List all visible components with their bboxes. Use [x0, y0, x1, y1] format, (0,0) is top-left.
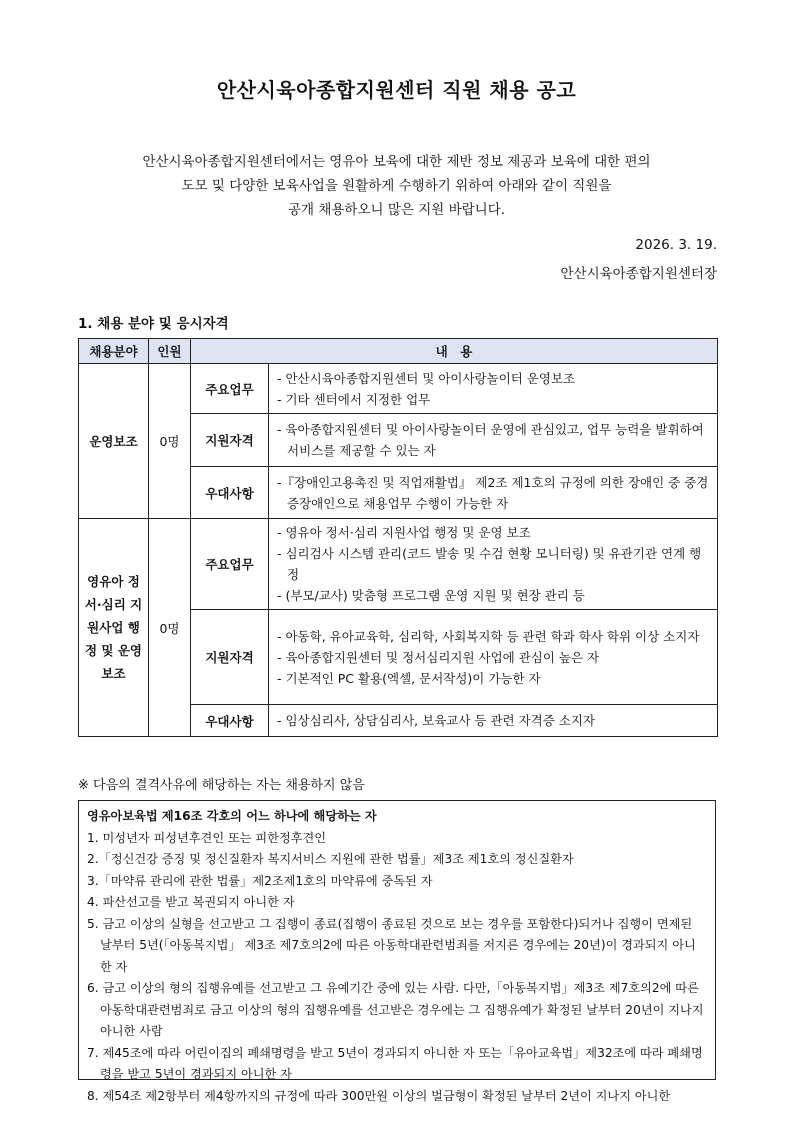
count-cell: 0명 [149, 364, 191, 519]
disqualification-heading: 영유아보육법 제16조 각호의 어느 하나에 해당하는 자 [87, 809, 377, 823]
item-label: 지원자격 [191, 610, 269, 705]
detail-line: -『장애인고용촉진 및 직업재활법』 제2조 제1호의 규정에 의한 장애인 중 중경증장애인으로 채용업무 수행이 가능한 자 [277, 474, 709, 511]
recruitment-table [78, 338, 718, 737]
detail-line: - 심리검사 시스템 관리(코드 발송 및 수검 현황 모니터링) 및 유관기관 연계 행정 [277, 546, 702, 582]
item-detail [269, 705, 718, 737]
item-detail [269, 364, 718, 414]
page-title: 안산시육아종합지원센터 직원 채용 공고 [216, 78, 577, 102]
item-label: 우대사항 [191, 705, 269, 737]
disqualification-item: 7. 제45조에 따라 어린이집의 폐쇄명령을 받고 5년이 경과되지 아니한 자 또는「유아교육법」제32조에 따라 폐쇄명령을 받고 5년이 경과되지 아니한 자 [87, 1045, 703, 1081]
section-heading: 1. 채용 분야 및 응시자격 [78, 316, 229, 332]
detail-line: - 육아종합지원센터 및 아이사랑놀이터 운영에 관심있고, 업무 능력을 발휘하여 서비스를 제공할 수 있는 자 [277, 422, 704, 458]
disqualification-item: 8. 제54조 제2항부터 제4항까지의 규정에 따라 300만원 이상의 벌금형이 확정된 날부터 2년이 지나지 아니한 [87, 1088, 671, 1103]
detail-line: - 아동학, 유아교육학, 심리학, 사회복지학 등 관련 학과 학사 학위 이상 소지자 [277, 628, 700, 644]
intro-paragraph [60, 150, 733, 222]
item-detail [269, 467, 718, 519]
announcement-date: 2026. 3. 19. [635, 237, 717, 253]
item-detail [269, 519, 718, 610]
item-label: 지원자격 [191, 414, 269, 467]
table-row [79, 519, 718, 610]
issuer: 안산시육아종합지원센터장 [560, 266, 717, 282]
detail-line: - (부모/교사) 맞춤형 프로그램 운영 지원 및 현장 관리 등 [277, 588, 585, 603]
disqualification-item: 4. 파산선고를 받고 복권되지 아니한 자 [87, 895, 295, 909]
detail-line: - 기타 센터에서 지정한 업무 [277, 391, 431, 407]
field-cell: 운영보조 [79, 364, 149, 519]
disqualification-item: 5. 금고 이상의 실형을 선고받고 그 집행이 종료(집행이 종료된 것으로 보는 경우를 포함한다)되거나 집행이 면제된 날부터 5년(「아동복지법」 제3조 제7호의2에 따른 아동학대관련범죄를 저지른 경우에는 20년)이 경과되지 아니한 자 [87, 916, 696, 974]
disqualification-item: 3.「마약류 관리에 관한 법률」제2조제1호의 마약류에 중독된 자 [87, 873, 433, 888]
disqualification-note: ※ 다음의 결격사유에 해당하는 자는 채용하지 않음 [78, 778, 365, 793]
count-cell: 0명 [149, 519, 191, 737]
item-detail [269, 610, 718, 705]
item-label: 우대사항 [191, 467, 269, 519]
disqualification-item: 1. 미성년자 피성년후견인 또는 피한정후견인 [87, 830, 327, 845]
detail-line: - 육아종합지원센터 및 정서심리지원 사업에 관심이 높은 자 [277, 649, 600, 665]
detail-line: - 기본적인 PC 활용(엑셀, 문서작성)이 가능한 자 [277, 670, 541, 686]
intro-line: 도모 및 다양한 보육사업을 원활하게 수행하기 위하여 아래와 같이 직원을 [181, 178, 612, 194]
header-field: 채용분야 [79, 339, 149, 364]
disqualification-item: 2.「정신건강 증징 및 정신질환자 복지서비스 지원에 관한 법률」제3조 제1호의 정신질환자 [87, 852, 574, 866]
item-label: 주요업무 [191, 519, 269, 610]
header-count: 인원 [149, 339, 191, 364]
field-cell: 영유아 정서·심리 지원사업 행정 및 운영 보조 [79, 519, 149, 737]
item-label: 주요업무 [191, 364, 269, 414]
item-detail [269, 414, 718, 467]
intro-line: 안산시육아종합지원센터에서는 영유아 보육에 대한 제반 정보 제공과 보육에 대한 편의 [142, 154, 651, 170]
disqualification-item: 6. 금고 이상의 형의 집행유예를 선고받고 그 유예기간 중에 있는 사람. 다만,「아동복지법」제3조 제7호의2에 따른 아동학대관련범죄로 금고 이상의 형의 집행유예를 선고받은 경우에는 그 집행유예가 확정된 날부터 20년이 지나지 아니한 사람 [87, 981, 704, 1038]
detail-line: - 임상심리사, 상담심리사, 보육교사 등 관련 자격증 소지자 [277, 713, 595, 728]
detail-line: - 영유아 정서·심리 지원사업 행정 및 운영 보조 [277, 525, 531, 540]
table-row [79, 364, 718, 414]
intro-line: 공개 채용하오니 많은 지원 바랍니다. [287, 202, 506, 218]
header-content: 내 용 [191, 339, 718, 364]
detail-line: - 안산시육아종합지원센터 및 아이사랑놀이터 운영보조 [277, 370, 576, 386]
disqualification-box [78, 800, 716, 1103]
